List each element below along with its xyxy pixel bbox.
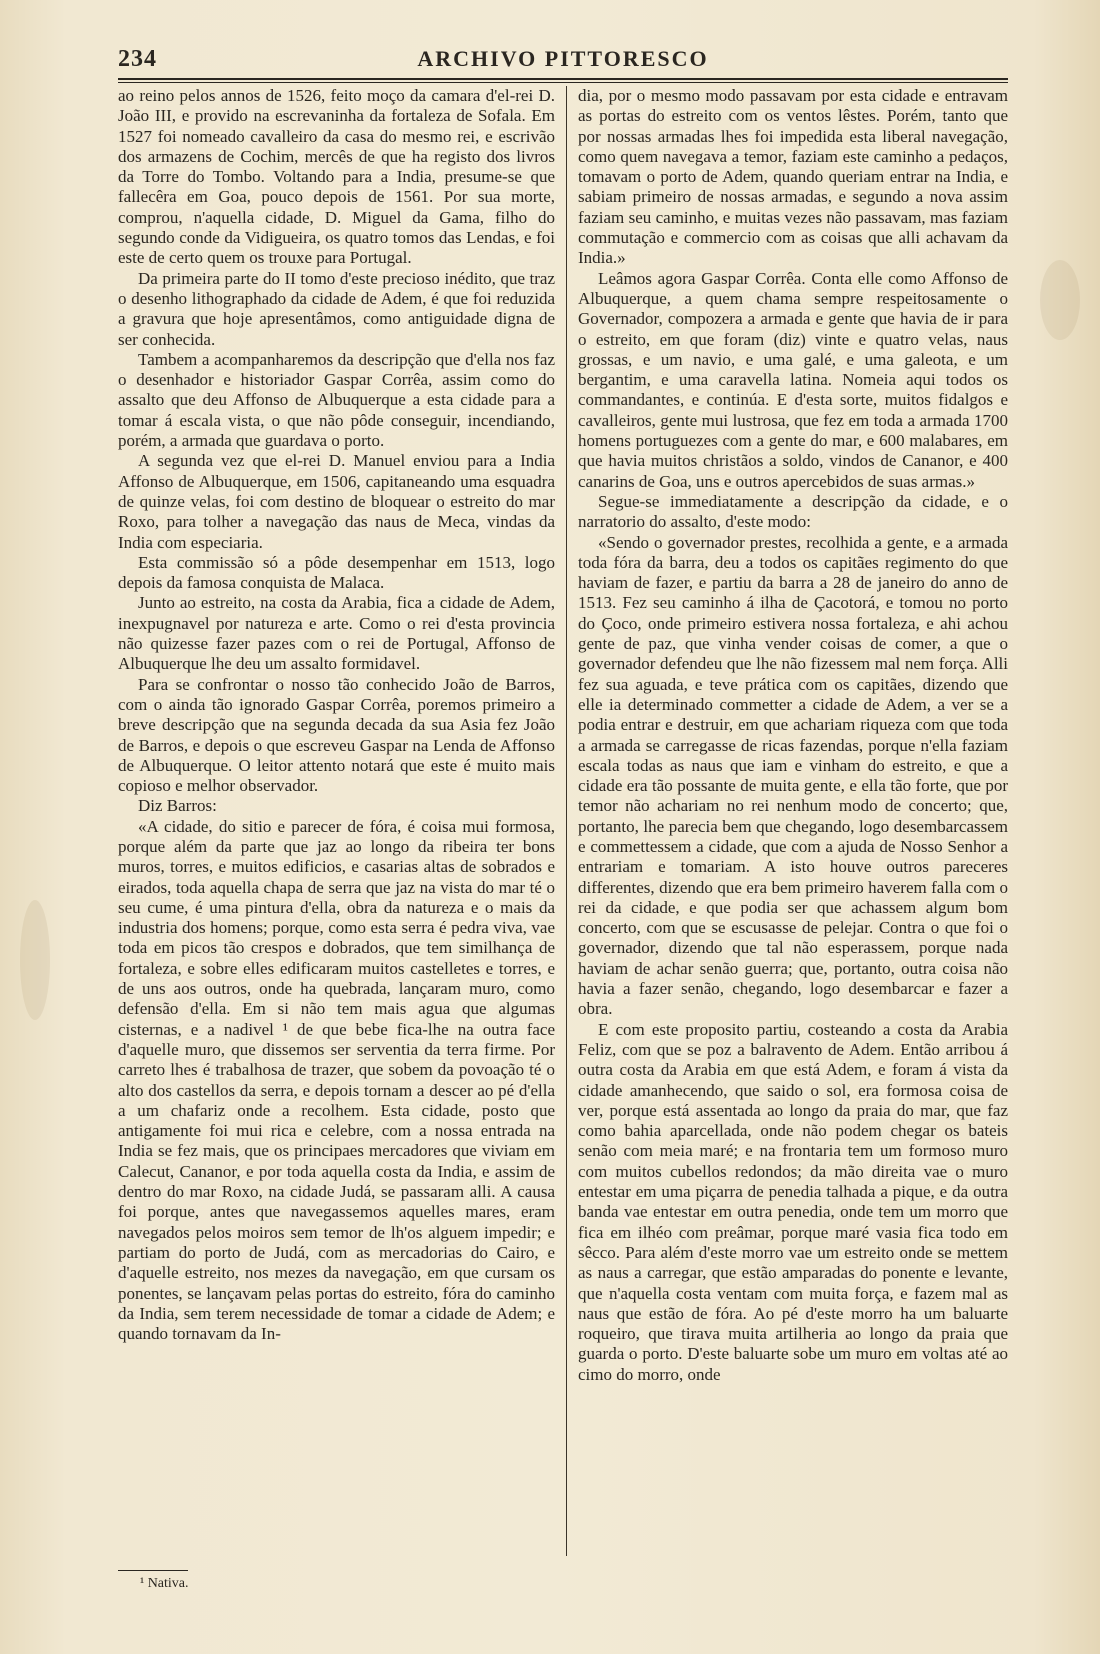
header-rule-thin: [118, 82, 1008, 83]
paragraph: «A cidade, do sitio e parecer de fóra, é coisa mui formosa, porque além da parte que jaz ao longo da ribeira ter bons muros, torres, e muitos edificios, e casarias altas de sobrados e eirados, toda aquella chapa de serra que jaz na vista do mar té o seu cume, é uma pintura d'ella, obra da natureza e o mais da industria dos homens; porque, como esta serra é pedra viva, vae toda em picos tão crespos e dobrados, que tem similhança de fortaleza, e sobre elles edificaram muitos castelletes e torres, e de uns aos outros, onde ha quebrada, lançaram muro, como defensão d'ella. Em si não tem mais agua que algumas cisternas, e a nadivel ¹ de que bebe fica-lhe na outra face d'aquelle muro, que dissemos ser serventia da terra firme. Por carreto lhes é trabalhosa de trazer, que sobem da povoação té o alto dos castellos da serra, e depois tornam a descer ao pé d'ella a um chafariz onde a recolhem. Esta cidade, posto que antigamente foi mui rica e celebre, com a nossa entrada na India se fez mais, que os principaes mercadores que viviam em Calecut, Cananor, e por toda aquella costa da India, e assim de dentro do mar Roxo, na cidade Judá, se passaram alli. A causa foi porque, antes que navegassemos aquelles mares, eram navegados pelos moiros sem temor de lh'os alguem impedir; e partiam do porto de Judá, com as mercadorias do Cairo, e d'aquelle estreito, nos mezes da navegação, em que cursam os ponentes, se lançavam pelas portas do estreito, fóra do caminho da India, sem terem necessidade de tomar a cidade de Adem; e quando tornavam da In-: [118, 816, 555, 1344]
paragraph: Da primeira parte do II tomo d'este precioso inédito, que traz o desenho lithographado da cidade de Adem, é que foi reduzida a gravura que hoje apresentâmos, como antiguidade digna de ser conhecida.: [118, 268, 555, 349]
right-column: [578, 86, 1008, 1606]
footnote: ¹ Nativa.: [140, 1576, 189, 1591]
paper-stain: [20, 900, 50, 1020]
paragraph: Junto ao estreito, na costa da Arabia, fica a cidade de Adem, inexpugnavel por natureza e arte. Como o rei d'esta provincia não quizesse fazer pazes com o rei de Portugal, Affonso de Albuquerque lhe deu um assalto formidavel.: [118, 593, 555, 674]
paragraph: ao reino pelos annos de 1526, feito moço da camara d'el-rei D. João III, e provido na escrevaninha da fortaleza de Sofala. Em 1527 foi nomeado cavalleiro da casa do mesmo rei, e escrivão dos armazens de Cochim, mercês de que ha registo dos livros da Torre do Tombo. Voltando para a India, presume-se que fallecêra em Goa, pouco depois de 1561. Por sua morte, comprou, n'aquella cidade, D. Miguel da Gama, filho do segundo conde da Vidigueira, os quatro tomos das Lendas, e foi este de certo quem os trouxe para Portugal.: [118, 86, 555, 268]
paragraph: A segunda vez que el-rei D. Manuel enviou para a India Affonso de Albuquerque, em 1506, capitaneando uma esquadra de quinze velas, foi com destino de bloquear o estreito do mar Roxo, para tolher a navegação das naus de Meca, vindas da India com especiaria.: [118, 451, 555, 552]
paragraph: Esta commissão só a pôde desempenhar em 1513, logo depois da famosa conquista de Malaca.: [118, 552, 555, 593]
paper-stain: [1040, 260, 1080, 340]
header-rule: [118, 78, 1008, 80]
column-divider: [566, 86, 567, 1556]
running-title: ARCHIVO PITTORESCO: [417, 46, 709, 71]
paragraph: dia, por o mesmo modo passavam por esta cidade e entravam as portas do estreito com os ventos lêstes. Porém, tanto que por nossas armadas lhes foi impedida esta liberal navegação, como quem navegava a temor, faziam este caminho a pedaços, tomavam o porto de Adem, quando queriam entrar na India, e sabiam primeiro de nossas armadas, e segundo a nova assim faziam seu caminho, e muitas vezes não passavam, mas faziam commutação e commercio com as coisas que alli achavam da India.»: [578, 86, 1008, 268]
paragraph: Segue-se immediatamente a descripção da cidade, e o narratorio do assalto, d'este modo:: [578, 491, 1008, 532]
page-number: 234: [118, 46, 157, 72]
paragraph: «Sendo o governador prestes, recolhida a gente, e a armada toda fóra da barra, deu a todos os capitães regimento do que haviam de fazer, e partiu da barra a 28 de janeiro do anno de 1513. Fez seu caminho á ilha de Çacotorá, e tomou no porto do Çoco, onde primeiro estivera nossa fortaleza, e ahi achou gente de paz, que vinha vender coisas de comer, a que o governador defendeu que lhe não fizessem mal nem força. Alli fez sua aguada, e teve prática com os capitães, dizendo que elle ia determinado commetter a cidade de Adem, a ver se a podia entrar e destruir, em que achariam riqueza com que toda a armada se carregasse de ricas fazendas, porque n'ella faziam escala todas as naus que iam e vinham do estreito, e que a cidade era tão possante de muita gente, e ella tão forte, que por temor não achariam no rei nenhum modo de concerto; que, portanto, lhe parecia bem que chegando, logo desembarcassem e commettessem a cidade, que com a ajuda de Nosso Senhor a entrariam e tomariam. A isto houve outros pareceres differentes, dizendo que era bem primeiro haverem falla com o rei da cidade, e que podia ser que achassem algum bom concerto, com que se escusasse de pelejar. Contra o que foi o governador, dizendo que tal não esperassem, porque nada haviam de achar senão guerra; que, portanto, outra coisa não havia a fazer senão, chegando, logo desembarcar e fazer a obra.: [578, 532, 1008, 1019]
paragraph: E com este proposito partiu, costeando a costa da Arabia Feliz, com que se poz a balravento de Adem. Então arribou á outra costa da Arabia em que está Adem, e foram á vista da cidade amanhecendo, que saido o sol, era formosa coisa de ver, porque está assentada ao longo da praia do mar, que faz como bahia aparcellada, onde não podem chegar os bateis senão com meia maré; e na frontaria tem um formoso muro com muitos cubellos redondos; da mão direita vae o muro entestar em uma piçarra de penedia talhada a pique, e da outra banda vae entestar em outra penedia, onde tem um morro que fica em ilhéo com preâmar, porque maré vasia fica todo em sêcco. Para além d'este morro vae um estreito onde se mettem as naus a carregar, que estão amparadas do ponente e levante, que n'aquella costa ventam com muita força, e fazem mal as naus que estão de fóra. Ao pé d'este morro ha um baluarte roqueiro, que tirava muita artilheria ao longo da praia que guarda o porto. D'este baluarte sobe um muro em voltas até ao cimo do morro, onde: [578, 1019, 1008, 1384]
paragraph: Leâmos agora Gaspar Corrêa. Conta elle como Affonso de Albuquerque, a quem chama sempre respeitosamente o Governador, compozera a armada e gente que havia de ir para o estreito, em que foram (diz) vinte e quatro velas, naus grossas, e um navio, e uma galé, e uma galeota, e um bergantim, e uma caravella latina. Nomeia aqui todos os commandantes, e continúa. E d'esta sorte, muitos fidalgos e cavalleiros, gente mui lustrosa, que fez em toda a armada 1700 homens portuguezes com a gente do mar, e 600 malabares, em que havia muitos christãos a soldo, vindos de Cananor, e 400 canarins de Goa, uns e outros apercebidos de suas armas.»: [578, 268, 1008, 491]
page-header: [118, 44, 1008, 74]
paragraph: Tambem a acompanharemos da descripção que d'ella nos faz o desenhador e historiador Gaspar Corrêa, assim como do assalto que deu Affonso de Albuquerque a esta cidade para a tomar á escala vista, o que não pôde conseguir, incendiando, porém, a armada que guardava o porto.: [118, 349, 555, 451]
left-column: [118, 86, 555, 1596]
paragraph: Para se confrontar o nosso tão conhecido João de Barros, com o ainda tão ignorado Gaspar Corrêa, poremos primeiro a breve descripção que na segunda decada da sua Asia fez João de Barros, e depois o que escreveu Gaspar na Lenda de Affonso de Albuquerque. O leitor attento notará que este é muito mais copioso e melhor observador.: [118, 674, 555, 796]
footnote-rule: [118, 1570, 188, 1571]
paragraph: Diz Barros:: [138, 796, 217, 816]
